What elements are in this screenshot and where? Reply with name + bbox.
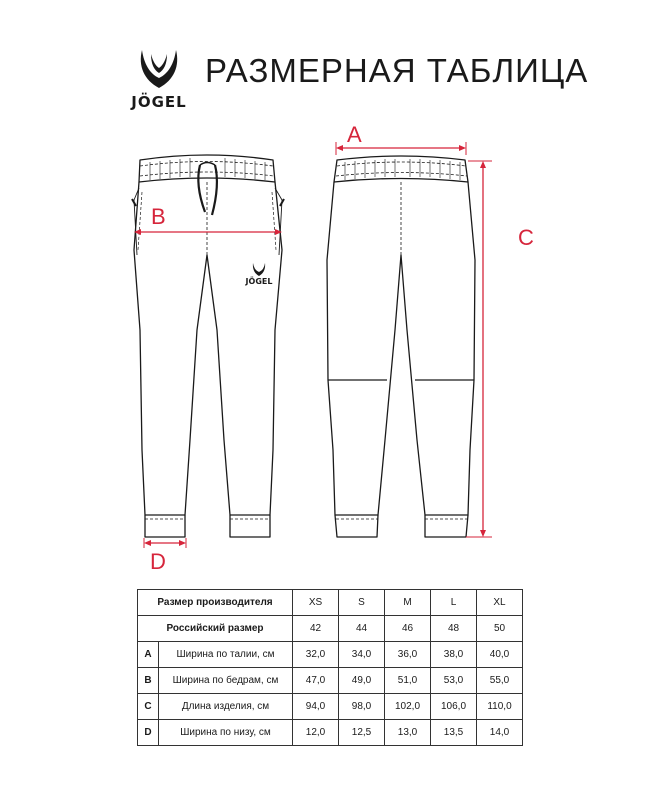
value-cell: 106,0 (431, 694, 477, 720)
value-cell: 110,0 (477, 694, 523, 720)
page-title: РАЗМЕРНАЯ ТАБЛИЦА (205, 52, 589, 89)
size-cell: 44 (339, 616, 385, 642)
row-letter: B (138, 668, 159, 694)
value-cell: 12,0 (293, 720, 339, 746)
size-cell: XS (293, 590, 339, 616)
size-table (137, 589, 523, 746)
table-row (138, 668, 523, 694)
value-cell: 14,0 (477, 720, 523, 746)
value-cell: 53,0 (431, 668, 477, 694)
value-cell: 13,5 (431, 720, 477, 746)
value-cell: 34,0 (339, 642, 385, 668)
table-row (138, 642, 523, 668)
small-brand-mark: JÖGEL (245, 277, 273, 286)
measure-label-c: C (518, 225, 534, 250)
size-cell: XL (477, 590, 523, 616)
value-cell: 13,0 (385, 720, 431, 746)
row-letter: C (138, 694, 159, 720)
row-letter: A (138, 642, 159, 668)
value-cell: 98,0 (339, 694, 385, 720)
value-cell: 36,0 (385, 642, 431, 668)
pants-technical-drawing (0, 115, 665, 585)
value-cell: 102,0 (385, 694, 431, 720)
table-row-russian-size (138, 616, 523, 642)
size-cell: M (385, 590, 431, 616)
value-cell: 38,0 (431, 642, 477, 668)
value-cell: 51,0 (385, 668, 431, 694)
back-view (327, 156, 475, 537)
table-row (138, 720, 523, 746)
value-cell: 55,0 (477, 668, 523, 694)
size-cell: 42 (293, 616, 339, 642)
measure-label-d: D (150, 549, 166, 574)
size-cell: L (431, 590, 477, 616)
russian-size-label: Российский размер (138, 616, 293, 642)
row-letter: D (138, 720, 159, 746)
table-row-manufacturer-size (138, 590, 523, 616)
brand-name: JÖGEL (131, 93, 187, 111)
value-cell: 40,0 (477, 642, 523, 668)
size-cell: S (339, 590, 385, 616)
value-cell: 32,0 (293, 642, 339, 668)
measure-label-b: B (151, 204, 166, 229)
manufacturer-size-label: Размер производителя (138, 590, 293, 616)
measure-label-a: A (347, 122, 362, 147)
value-cell: 94,0 (293, 694, 339, 720)
row-label: Ширина по талии, см (159, 642, 293, 668)
row-label: Ширина по низу, см (159, 720, 293, 746)
size-cell: 46 (385, 616, 431, 642)
size-cell: 50 (477, 616, 523, 642)
table-row (138, 694, 523, 720)
value-cell: 12,5 (339, 720, 385, 746)
row-label: Длина изделия, см (159, 694, 293, 720)
row-label: Ширина по бедрам, см (159, 668, 293, 694)
size-cell: 48 (431, 616, 477, 642)
value-cell: 49,0 (339, 668, 385, 694)
value-cell: 47,0 (293, 668, 339, 694)
